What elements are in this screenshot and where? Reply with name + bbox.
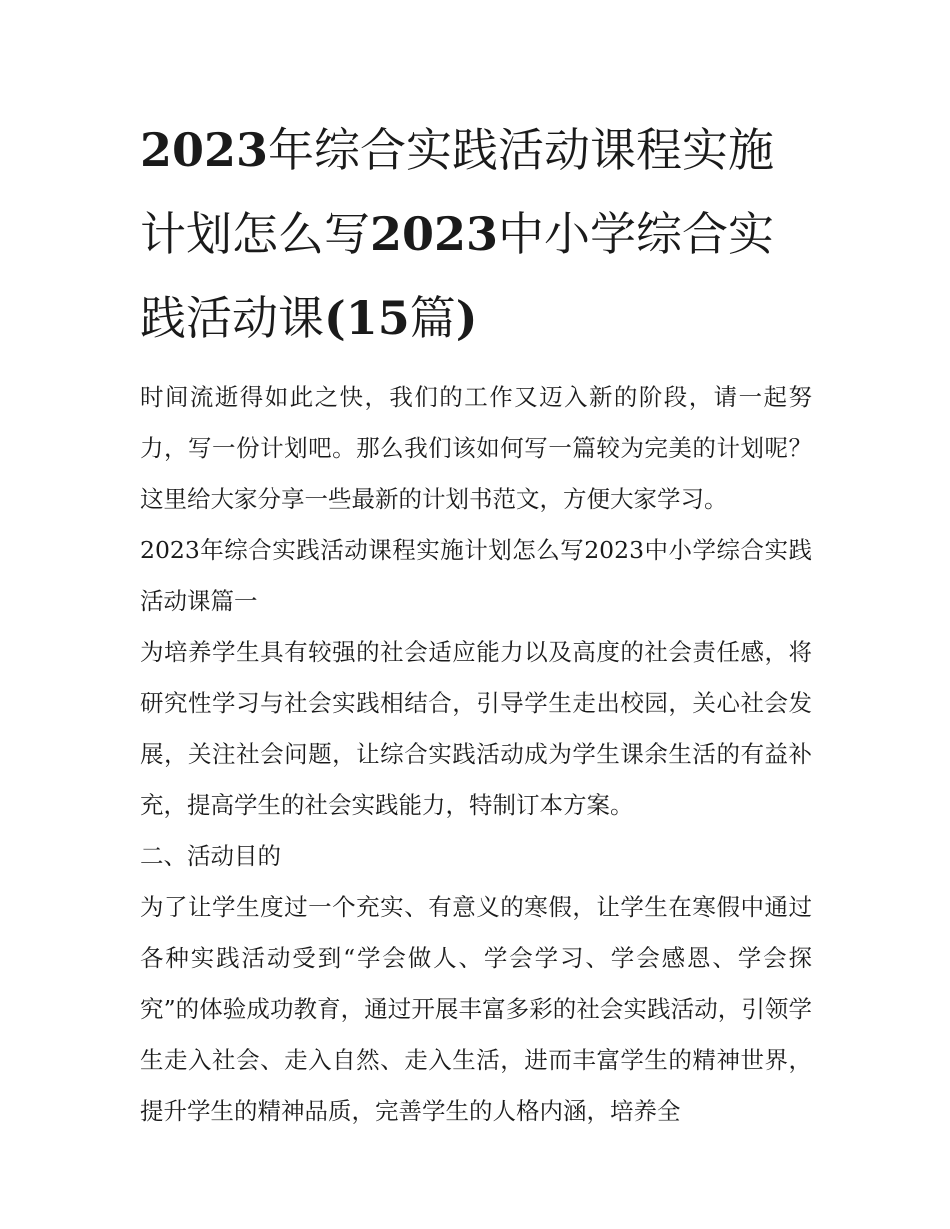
title-part: ) <box>455 291 478 345</box>
body-paragraph: 为了让学生度过一个充实、有意义的寒假，让学生在寒假中通过各种实践活动受到“学会做人、学会学习、学会感恩、学会探究”的体验成功教育，通过开展丰富多彩的社会实践活动，引领学生走入社会、走入自然、走入生活，进而丰富学生的精神世界，提升学生的精神品质，完善学生的人格内涵，培养全 <box>140 893 812 1125</box>
title-part: 中小学综合实践活动课 <box>140 207 775 345</box>
section-heading: 2023年综合实践活动课程实施计划怎么写2023中小学综合实践活动课篇一 <box>140 536 812 615</box>
title-part: 2023 <box>140 123 269 177</box>
document-title <box>140 108 812 360</box>
intro-paragraph: 时间流逝得如此之快，我们的工作又迈入新的阶段，请一起努力，写一份计划吧。那么我们该如何写一篇较为完美的计划呢？这里给大家分享一些最新的计划书范文，方便大家学习。 <box>140 383 812 513</box>
title-part: 2023 <box>370 207 499 261</box>
body-paragraph: 为培养学生具有较强的社会适应能力以及高度的社会责任感，将研究性学习与社会实践相结合，引导学生走出校园，关心社会发展，关注社会问题，让综合实践活动成为学生课余生活的有益补充，提高学生的社会实践能力，特制订本方案。 <box>140 638 812 819</box>
title-part: (15 <box>324 291 410 345</box>
title-part: 篇 <box>409 291 456 345</box>
section-heading: 二、活动目的 <box>140 842 281 870</box>
title-part: 年综合实践活动课程实施计划怎么写 <box>140 123 775 261</box>
